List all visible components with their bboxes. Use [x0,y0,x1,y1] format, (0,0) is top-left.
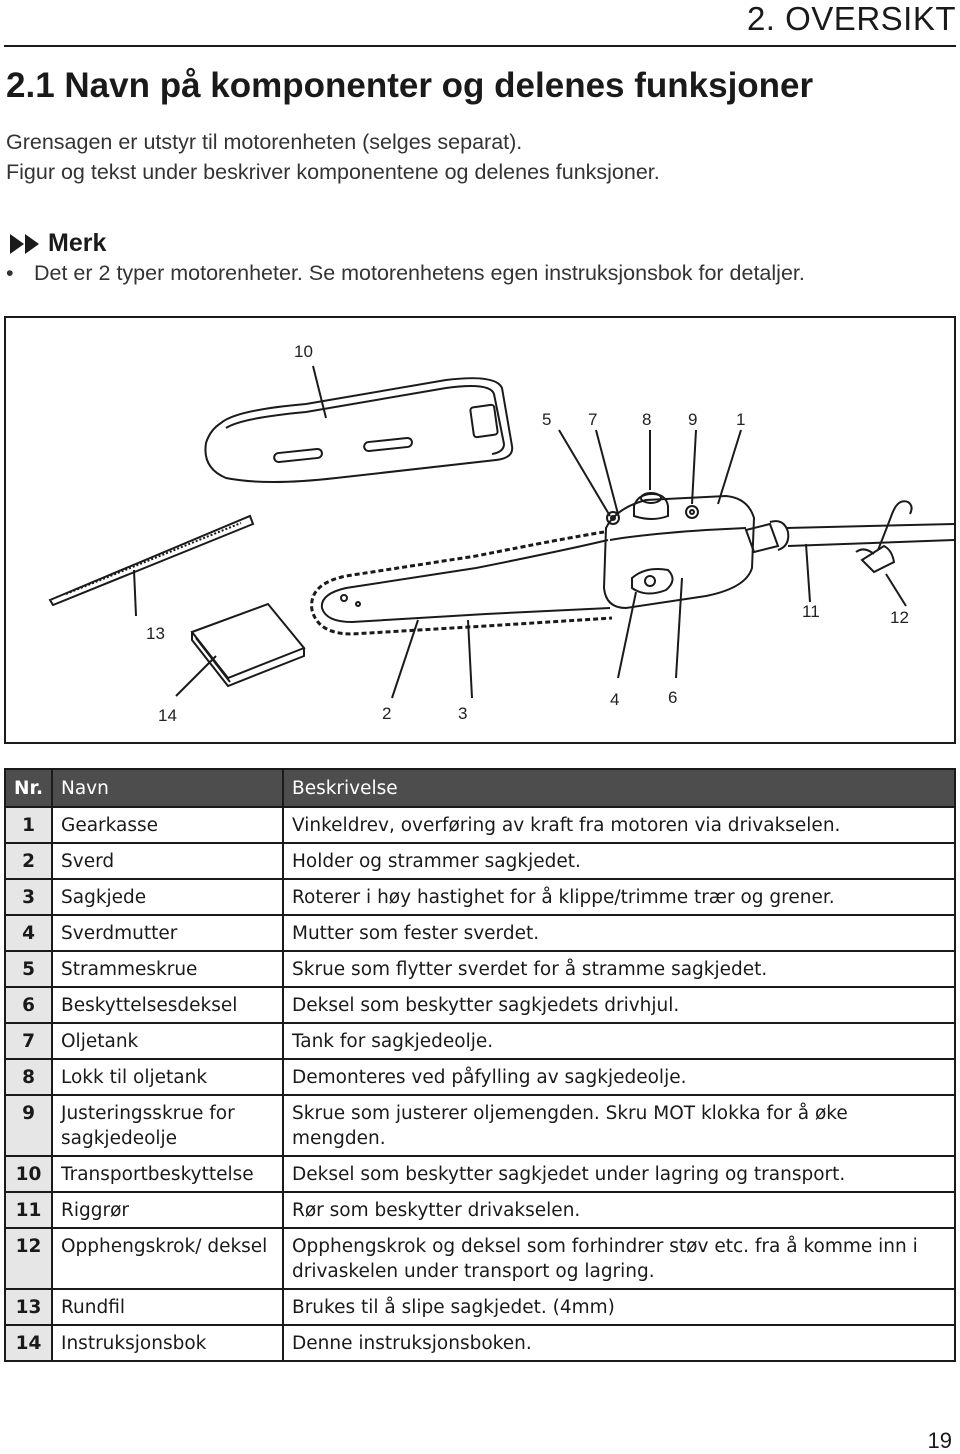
row-name: Lokk til oljetank [52,1059,283,1095]
row-name: Opphengskrok/ deksel [52,1228,283,1289]
row-nr: 6 [5,987,52,1023]
intro-line-1: Grensagen er utstyr til motorenheten (selges separat). [6,130,523,154]
row-name: Sverdmutter [52,915,283,951]
row-name: Rundfil [52,1289,283,1325]
row-desc: Rør som beskytter drivakselen. [283,1192,955,1228]
row-desc: Brukes til å slipe sagkjedet. (4mm) [283,1289,955,1325]
table-row [5,951,955,987]
row-nr: 2 [5,843,52,879]
callout-2: 2 [382,704,392,723]
row-nr: 1 [5,807,52,843]
double-arrow-icon [8,233,42,255]
row-name: Beskyttelsesdeksel [52,987,283,1023]
table-row [5,987,955,1023]
table-row [5,915,955,951]
row-name: Oljetank [52,1023,283,1059]
row-nr: 9 [5,1095,52,1156]
callout-1: 1 [736,410,746,429]
callout-10: 10 [294,342,313,361]
row-name: Gearkasse [52,807,283,843]
row-nr: 5 [5,951,52,987]
row-name: Transportbeskyttelse [52,1156,283,1192]
chapter-title: 2. OVERSIKT [746,0,956,37]
row-desc: Holder og strammer sagkjedet. [283,843,955,879]
table-row [5,843,955,879]
row-name: Riggrør [52,1192,283,1228]
row-desc: Denne instruksjonsboken. [283,1325,955,1361]
row-nr: 13 [5,1289,52,1325]
row-desc: Tank for sagkjedeolje. [283,1023,955,1059]
row-nr: 11 [5,1192,52,1228]
row-name: Justeringsskrue for sagkjedeolje [52,1095,283,1156]
callout-12: 12 [890,608,909,627]
intro-line-2: Figur og tekst under beskriver komponentene og delenes funksjoner. [6,160,660,184]
table-row [5,879,955,915]
row-desc: Roterer i høy hastighet for å klippe/trimme trær og grener. [283,879,955,915]
row-desc: Opphengskrok og deksel som forhindrer støv etc. fra å komme inn i drivaskelen under transport og lagring. [283,1228,955,1289]
pole-saw-illustration [6,318,954,742]
table-row [5,1325,955,1361]
row-nr: 4 [5,915,52,951]
row-desc: Deksel som beskytter sagkjedets drivhjul. [283,987,955,1023]
note-bullet [6,261,805,286]
row-name: Sverd [52,843,283,879]
table-row [5,1192,955,1228]
table-row [5,1156,955,1192]
callout-3: 3 [458,704,468,723]
table-row [5,807,955,843]
row-desc: Deksel som beskytter sagkjedet under lagring og transport. [283,1156,955,1192]
callout-13: 13 [146,624,165,643]
callout-14: 14 [158,706,177,725]
callout-7: 7 [588,410,598,429]
table-row [5,1023,955,1059]
callout-5: 5 [542,410,552,429]
note-title: Merk [48,229,107,257]
row-desc: Skrue som justerer oljemengden. Skru MOT klokka for å øke mengden. [283,1095,955,1156]
row-nr: 3 [5,879,52,915]
intro-text [6,127,660,187]
row-nr: 7 [5,1023,52,1059]
table-header-row [5,769,955,807]
row-nr: 14 [5,1325,52,1361]
table-row [5,1289,955,1325]
table-row [5,1059,955,1095]
row-desc: Vinkeldrev, overføring av kraft fra motoren via drivakselen. [283,807,955,843]
bullet-dot-icon: • [6,261,14,285]
header-name: Navn [52,769,283,807]
components-figure [4,316,956,744]
note-title-row [8,229,106,258]
header-desc: Beskrivelse [283,769,955,807]
header-nr: Nr. [5,769,52,807]
header-rule [4,45,956,47]
callout-9: 9 [688,410,698,429]
page-number: 19 [927,1428,952,1453]
callout-6: 6 [668,688,678,707]
row-name: Sagkjede [52,879,283,915]
row-desc: Mutter som fester sverdet. [283,915,955,951]
row-nr: 12 [5,1228,52,1289]
section-heading: 2.1 Navn på komponenter og delenes funksjoner [6,66,814,105]
callout-11: 11 [802,602,820,621]
table-row [5,1228,955,1289]
row-desc: Skrue som flytter sverdet for å stramme sagkjedet. [283,951,955,987]
row-nr: 10 [5,1156,52,1192]
callout-8: 8 [642,410,652,429]
row-desc: Demonteres ved påfylling av sagkjedeolje. [283,1059,955,1095]
parts-table [4,768,956,1362]
table-row [5,1095,955,1156]
callout-4: 4 [610,690,620,709]
row-nr: 8 [5,1059,52,1095]
row-name: Strammeskrue [52,951,283,987]
note-bullet-text: Det er 2 typer motorenheter. Se motorenhetens egen instruksjonsbok for detaljer. [34,261,805,285]
row-name: Instruksjonsbok [52,1325,283,1361]
